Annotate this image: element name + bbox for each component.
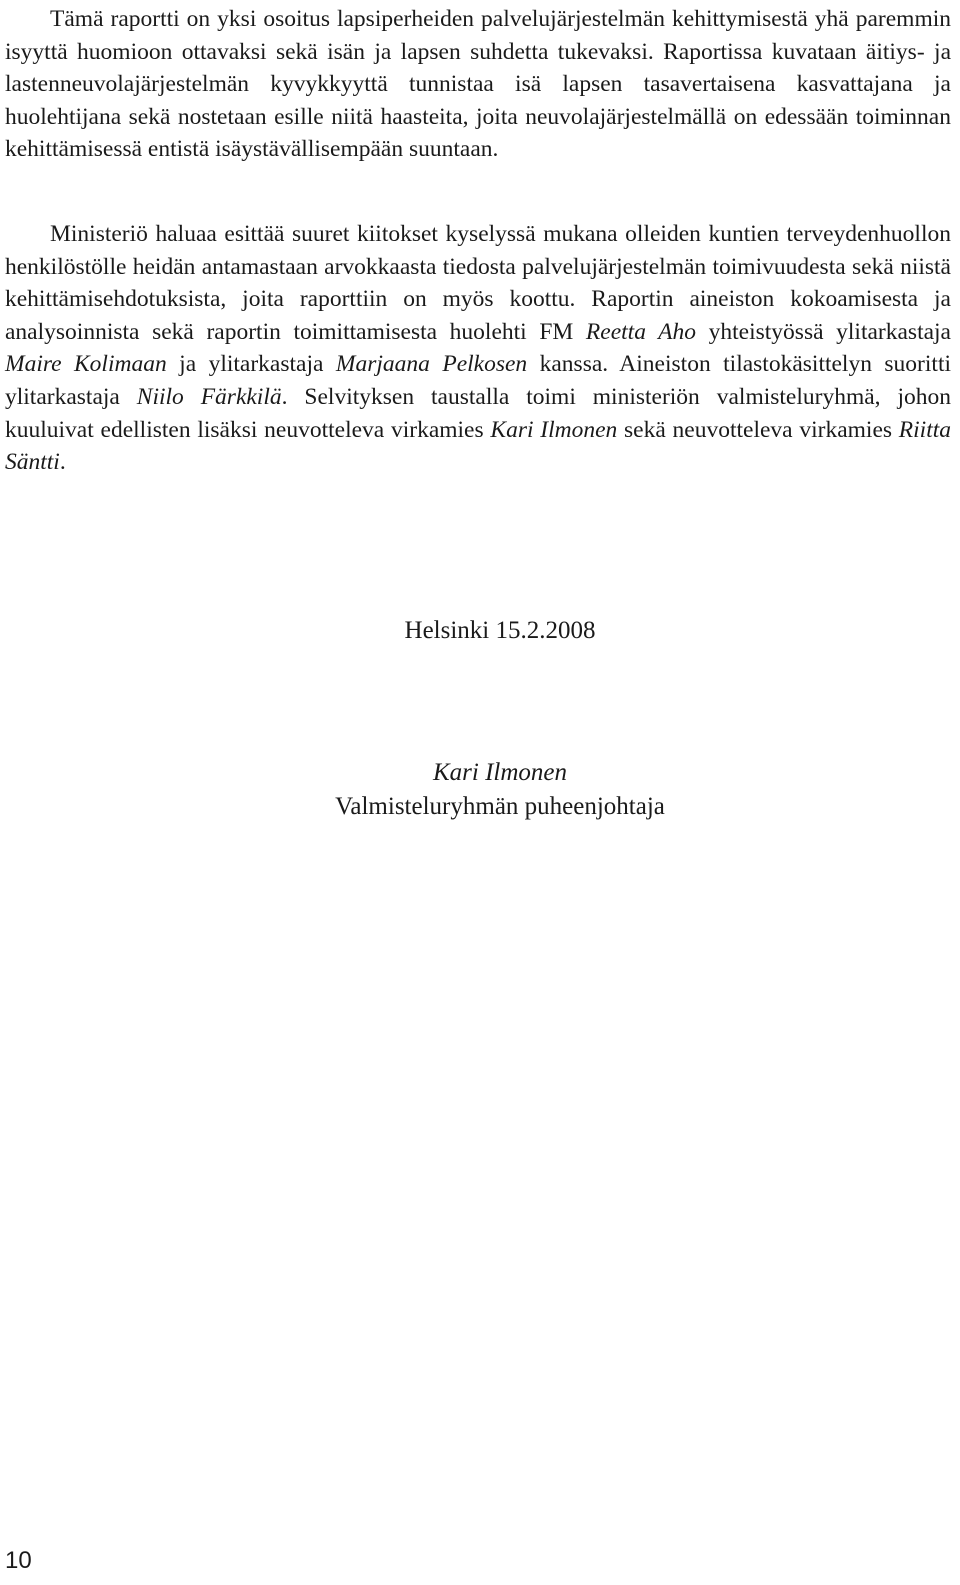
paragraph-text: . Selvityksen taustalla toimi ministeriön valmisteluryhmä, johon kuuluivat edellisten lisäksi neuvotteleva virkamies (5, 383, 951, 443)
paragraph-text: . (59, 449, 66, 476)
paragraph-text: kanssa. Aineiston tilastokäsittelyn suoritti ylitarkastaja (5, 351, 951, 410)
paragraph-text: yhteistyössä ylitarkastaja (696, 318, 951, 345)
paragraph-text: ja ylitarkastaja (166, 351, 336, 378)
person-name: Niilo Färkkilä (136, 383, 282, 410)
signature-title: Valmisteluryhmän puheenjohtaja (335, 793, 665, 820)
person-name: Maire Kolimaan (5, 351, 167, 378)
body-paragraph-1: Tämä raportti on yksi osoitus lapsiperheiden palvelujärjestelmän kehittymisestä yhä paremmin isyyttä huomioon ottavaksi sekä isän ja lapsen suhdetta tukevaksi. Raportissa kuvataan äitiys- ja lastenneuvolajärjestelmän kyvykkyyttä tunnistaa isä lapsen tasavertaisena kasvattajana ja huolehtijana sekä nostetaan esille niitä haasteita, joita neuvolajärjestelmällä on edessään toiminnan kehittämisessä entistä isäystävällisempään suuntaan. (5, 6, 951, 163)
signature-name: Kari Ilmonen (432, 759, 568, 786)
person-name: Marjaana Pelkosen (335, 351, 528, 378)
person-name: Riitta Säntti (5, 416, 952, 476)
place-and-date: Helsinki 15.2.2008 (404, 617, 596, 644)
signature-block (0, 756, 960, 824)
person-name: Kari Ilmonen (490, 416, 618, 443)
page-number: 10 (5, 1547, 32, 1574)
paragraph-text: Ministeriö haluaa esittää suuret kiitokset kyselyssä mukana olleiden kuntien terveydenhuollon henkilöstölle heidän antamastaan arvokkaasta tiedosta palvelujärjestelmän toimivuudesta sekä niistä kehittämisehdotuksista, joita raporttiin on myös koottu. Raportin aineiston kokoamisesta ja analysoinnista sekä raportin toimittamisesta huolehti FM (5, 221, 951, 345)
body-paragraph-2 (5, 218, 951, 479)
paragraph-text: sekä neuvotteleva virkamies (617, 416, 899, 443)
person-name: Reetta Aho (585, 318, 697, 345)
